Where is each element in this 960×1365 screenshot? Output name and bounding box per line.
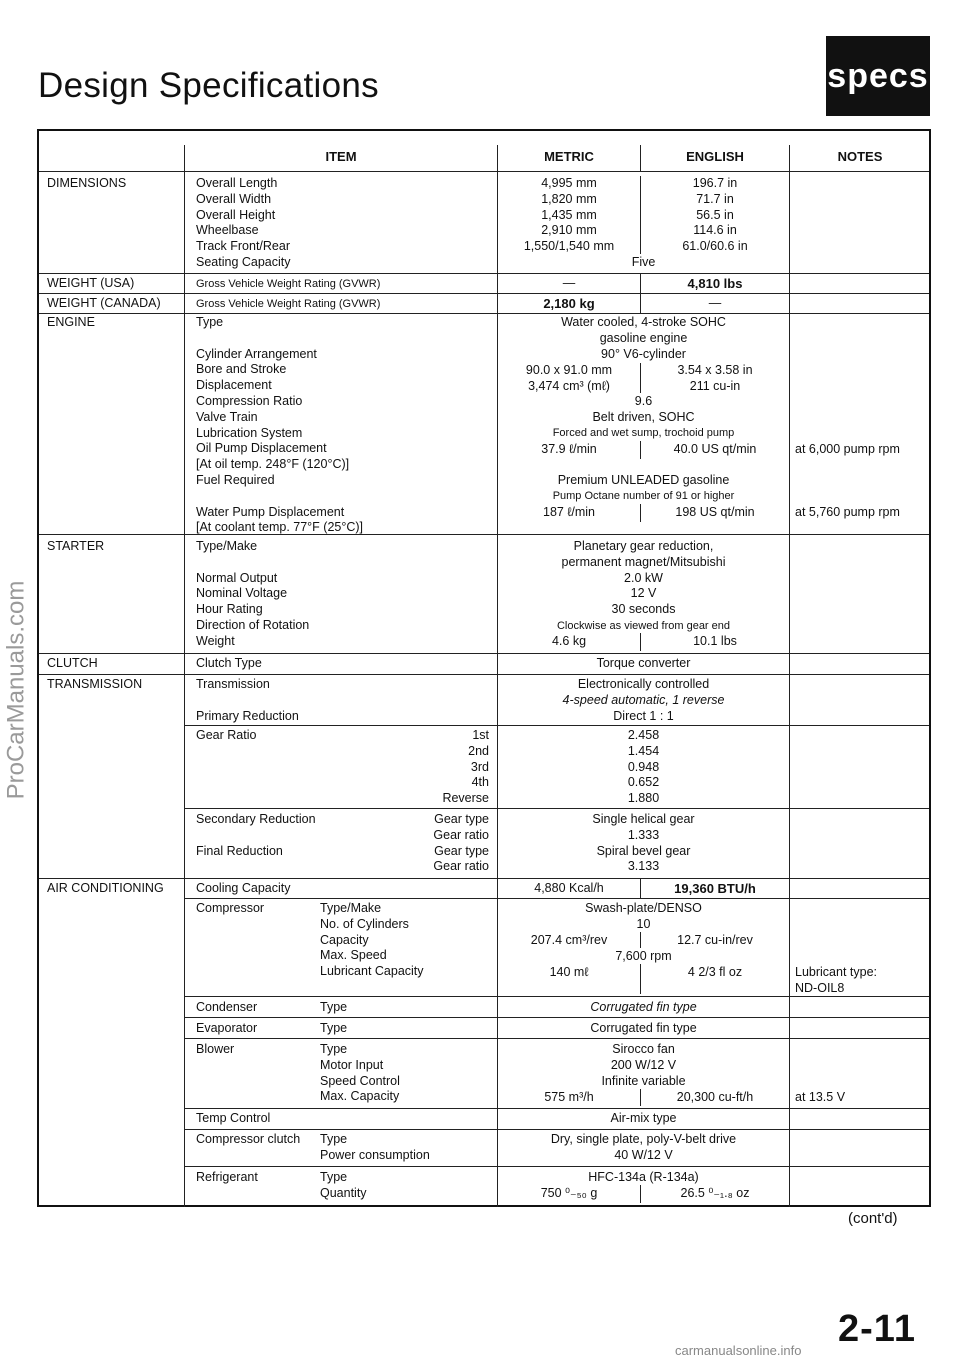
engine-waterpump-metric: 187 ℓ/min bbox=[543, 505, 595, 519]
weight-canada-metric: 2,180 kg bbox=[543, 296, 595, 311]
cooling-metric: 4,880 Kcal/h bbox=[534, 881, 604, 895]
compressor-clutch-label: Compressor clutch bbox=[196, 1132, 301, 1146]
col-divider-notes bbox=[789, 145, 790, 1207]
gear-ratio-values: 2.458 1.454 0.948 0.652 1.880 bbox=[627, 728, 660, 806]
compressor-note: Lubricant type: ND-OIL8 bbox=[795, 965, 877, 995]
engine-fuel-value: Premium UNLEADED gasoline bbox=[557, 473, 730, 487]
category-engine: ENGINE bbox=[47, 315, 95, 329]
engine-waterpump-english: 198 US qt/min bbox=[675, 505, 755, 519]
compressor-label: Compressor bbox=[196, 901, 265, 915]
blower-capacity-english: 20,300 cu-ft/h bbox=[676, 1090, 754, 1104]
refrigerant-type-value: HFC-134a (R-134a) bbox=[588, 1170, 699, 1184]
engine-waterpump-note: at 5,760 pump rpm bbox=[795, 505, 900, 519]
metric-english-divider bbox=[640, 441, 641, 459]
transmission-speeds-value: 4-speed automatic, 1 reverse bbox=[562, 693, 725, 707]
footer-watermark: carmanualsonline.info bbox=[675, 1343, 802, 1358]
items-clutch: Clutch Type bbox=[196, 656, 262, 670]
row-rule bbox=[185, 725, 929, 726]
row-rule bbox=[39, 674, 929, 675]
gear-labels: 1st 2nd 3rd 4th Reverse bbox=[442, 728, 489, 806]
category-weight-usa: WEIGHT (USA) bbox=[47, 276, 135, 290]
refrigerant-quantity-english: 26.5 ⁰₋₁.₈ oz bbox=[680, 1186, 750, 1200]
starter-weight-metric: 4.6 kg bbox=[551, 634, 587, 648]
header-item: ITEM bbox=[325, 149, 357, 164]
compressor-clutch-values: Dry, single plate, poly-V-belt drive 40 W/12 V bbox=[550, 1132, 737, 1162]
condenser-sub-label: Type bbox=[320, 1000, 348, 1014]
metric-english-divider bbox=[640, 1185, 641, 1203]
blower-note: at 13.5 V bbox=[795, 1090, 846, 1104]
row-rule bbox=[185, 898, 929, 899]
gear-ratio-label: Gear Ratio bbox=[196, 728, 257, 742]
metric-english-divider bbox=[640, 878, 641, 898]
compressor-clutch-sub-labels: Type Power consumption bbox=[320, 1132, 430, 1162]
refrigerant-quantity-metric: 750 ⁰₋₅₀ g bbox=[540, 1186, 598, 1200]
metric-english-divider bbox=[640, 633, 641, 651]
starter-direction-value: Clockwise as viewed from gear end bbox=[556, 620, 731, 632]
condenser-type-value: Corrugated fin type bbox=[590, 1000, 697, 1014]
row-rule bbox=[185, 1108, 929, 1109]
evaporator-label: Evaporator bbox=[196, 1021, 258, 1035]
watermark: ProCarManuals.com bbox=[2, 580, 29, 800]
row-rule bbox=[185, 1038, 929, 1039]
cooling-english: 19,360 BTU/h bbox=[674, 881, 756, 896]
primary-reduction-value: Direct 1 : 1 bbox=[613, 709, 674, 723]
row-rule bbox=[185, 1166, 929, 1167]
row-rule bbox=[39, 293, 929, 294]
evaporator-sub-label: Type bbox=[320, 1021, 348, 1035]
starter-weight-english: 10.1 lbs bbox=[693, 634, 737, 648]
metric-english-divider bbox=[640, 1089, 641, 1106]
continued-label: (cont'd) bbox=[848, 1210, 898, 1227]
evaporator-type-value: Corrugated fin type bbox=[590, 1021, 697, 1035]
row-rule bbox=[39, 273, 929, 274]
blower-values: Sirocco fan 200 W/12 V Infinite variable bbox=[601, 1042, 686, 1088]
row-rule bbox=[185, 1017, 929, 1018]
seating-capacity-value: Five bbox=[631, 255, 656, 269]
starter-values: Planetary gear reduction, permanent magnet/Mitsubishi 2.0 kW 12 V 30 seconds bbox=[561, 539, 726, 617]
category-clutch: CLUTCH bbox=[47, 656, 98, 670]
transmission-value: Electronically controlled bbox=[577, 677, 710, 691]
items-engine: Type Cylinder Arrangement Bore and Stroke Displacement Compression Ratio Valve Train Lubrication System Oil Pump Displacement [At oil temp. 248°F (120°C)] Fuel Required Water Pump Displacement [At coolant temp. 77°F (25°C)] bbox=[196, 315, 364, 535]
items-weight-canada: Gross Vehicle Weight Rating (GVWR) bbox=[196, 298, 381, 310]
category-dimensions: DIMENSIONS bbox=[47, 176, 127, 190]
cooling-capacity-label: Cooling Capacity bbox=[196, 881, 291, 895]
weight-usa-english: 4,810 lbs bbox=[687, 276, 743, 291]
items-dimensions: Overall Length Overall Width Overall Height Wheelbase Track Front/Rear Seating Capacity bbox=[196, 176, 291, 269]
compressor-lubricant-english: 4 2/3 fl oz bbox=[687, 965, 743, 979]
specs-badge: specs bbox=[826, 36, 930, 116]
engine-oilpump-note: at 6,000 pump rpm bbox=[795, 442, 900, 456]
weight-canada-english: — bbox=[708, 296, 722, 310]
blower-label: Blower bbox=[196, 1042, 235, 1056]
row-rule bbox=[185, 1129, 929, 1130]
reduction-labels: Secondary Reduction Final Reduction bbox=[196, 812, 316, 858]
spec-table bbox=[37, 129, 931, 1207]
engine-bore-english: 3.54 x 3.58 in 211 cu-in bbox=[677, 363, 753, 393]
items-weight-usa: Gross Vehicle Weight Rating (GVWR) bbox=[196, 278, 381, 290]
engine-octane-value: Pump Octane number of 91 or higher bbox=[552, 490, 735, 502]
header-rule bbox=[39, 171, 929, 172]
dimensions-metric: 4,995 mm 1,820 mm 1,435 mm 2,910 mm 1,550/1,540 mm bbox=[523, 176, 615, 254]
header-notes: NOTES bbox=[837, 149, 883, 164]
blower-capacity-metric: 575 m³/h bbox=[544, 1090, 594, 1104]
blower-sub-labels: Type Motor Input Speed Control Max. Capacity bbox=[320, 1042, 400, 1104]
row-rule bbox=[39, 534, 929, 535]
compressor-speed-value: 7,600 rpm bbox=[615, 949, 672, 963]
dimensions-english: 196.7 in 71.7 in 56.5 in 114.6 in 61.0/60.6 in bbox=[682, 176, 748, 254]
temp-control-label: Temp Control bbox=[196, 1111, 271, 1125]
metric-english-divider bbox=[640, 293, 641, 313]
engine-oilpump-english: 40.0 US qt/min bbox=[673, 442, 757, 456]
clutch-type-value: Torque converter bbox=[596, 656, 691, 670]
engine-type-value: Water cooled, 4-stroke SOHC gasoline engine 90° V6-cylinder bbox=[561, 315, 726, 361]
compressor-sub-labels: Type/Make No. of Cylinders Capacity Max. Speed Lubricant Capacity bbox=[320, 901, 424, 979]
metric-english-divider bbox=[640, 504, 641, 522]
row-rule bbox=[39, 878, 929, 879]
header-english: ENGLISH bbox=[686, 149, 744, 164]
metric-english-divider bbox=[640, 932, 641, 948]
compressor-type-value: Swash-plate/DENSO 10 bbox=[585, 901, 702, 931]
condenser-label: Condenser bbox=[196, 1000, 258, 1014]
items-starter: Type/Make Normal Output Nominal Voltage Hour Rating Direction of Rotation Weight bbox=[196, 539, 310, 648]
engine-oilpump-metric: 37.9 ℓ/min bbox=[541, 442, 597, 456]
compressor-lubricant-metric: 140 mℓ bbox=[549, 965, 589, 979]
header-metric: METRIC bbox=[544, 149, 594, 164]
temp-control-value: Air-mix type bbox=[610, 1111, 677, 1125]
category-starter: STARTER bbox=[47, 539, 105, 553]
metric-english-divider bbox=[640, 176, 641, 254]
category-transmission: TRANSMISSION bbox=[47, 677, 143, 691]
category-air-conditioning: AIR CONDITIONING bbox=[47, 881, 164, 895]
engine-bore-metric: 90.0 x 91.0 mm 3,474 cm³ (mℓ) bbox=[525, 363, 613, 393]
metric-english-divider bbox=[640, 964, 641, 994]
weight-usa-metric: — bbox=[562, 276, 576, 290]
reduction-sub-labels: Gear type Gear ratio Gear type Gear ratio bbox=[433, 812, 489, 874]
col-divider-item bbox=[184, 145, 185, 1207]
page-title: Design Specifications bbox=[38, 66, 379, 105]
refrigerant-label: Refrigerant bbox=[196, 1170, 258, 1184]
refrigerant-sub-labels: Type Quantity bbox=[320, 1170, 367, 1200]
row-rule bbox=[185, 996, 929, 997]
page-number: 2-11 bbox=[838, 1308, 916, 1350]
row-rule bbox=[39, 653, 929, 654]
category-weight-canada: WEIGHT (CANADA) bbox=[47, 296, 161, 310]
row-rule bbox=[185, 808, 929, 809]
compressor-capacity-english: 12.7 cu-in/rev bbox=[677, 933, 753, 947]
compressor-capacity-metric: 207.4 cm³/rev bbox=[530, 933, 608, 947]
metric-english-divider bbox=[640, 363, 641, 393]
row-rule bbox=[39, 313, 929, 314]
metric-english-divider bbox=[640, 273, 641, 293]
items-transmission: Transmission Primary Reduction bbox=[196, 677, 299, 723]
reduction-values: Single helical gear 1.333 Spiral bevel gear 3.133 bbox=[592, 812, 695, 874]
engine-compression-value: 9.6 Belt driven, SOHC bbox=[592, 394, 695, 424]
engine-lubrication-value: Forced and wet sump, trochoid pump bbox=[552, 427, 735, 439]
